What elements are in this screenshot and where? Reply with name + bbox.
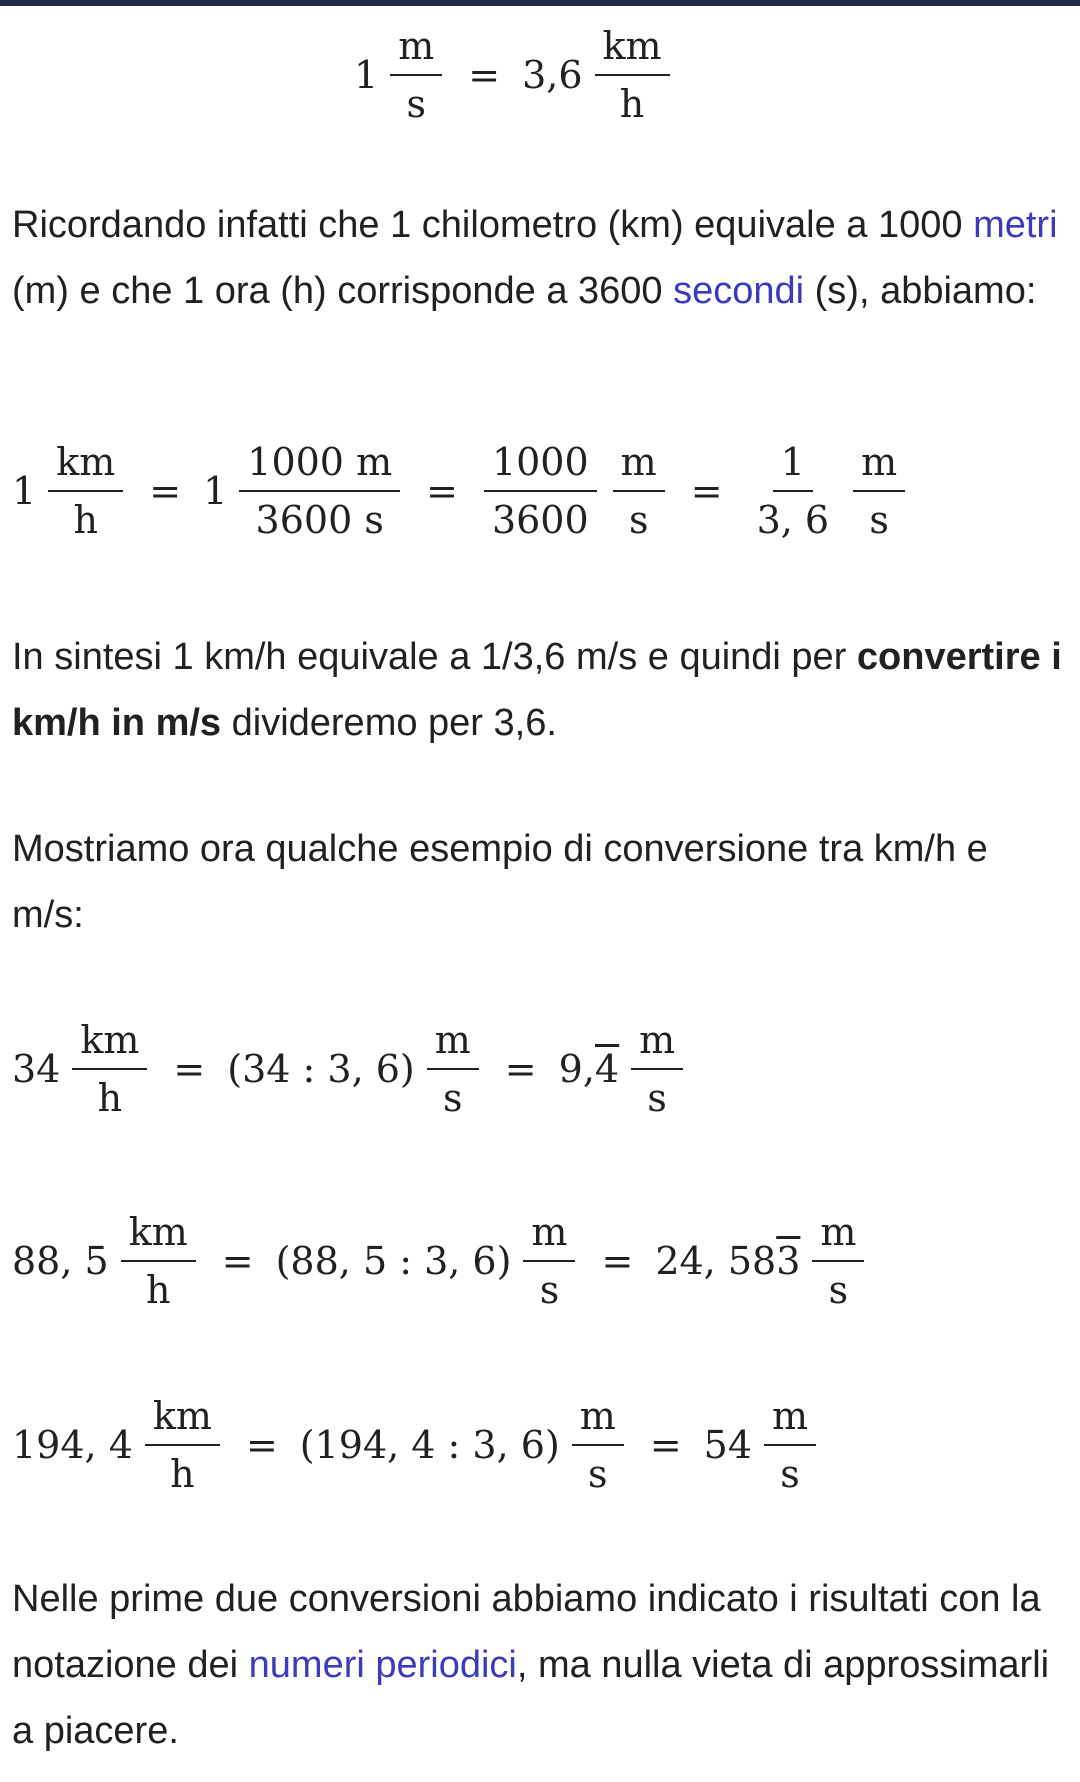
periodic-digit: 4 xyxy=(594,1047,620,1091)
paragraph-explanation: Ricordando infatti che 1 chilometro (km) equivale a 1000 metri (m) e che 1 ora (h) corrisponde a 3600 secondi (s), abbiamo: xyxy=(12,204,1058,312)
paragraph-examples-intro: Mostriamo ora qualche esempio di conversione tra km/h e m/s: xyxy=(12,828,988,936)
paragraph-summary: In sintesi 1 km/h equivale a 1/3,6 m/s e quindi per convertire i km/h in m/s divideremo per 3,6. xyxy=(12,636,1062,744)
top-bar xyxy=(0,0,1080,6)
link-secondi[interactable]: secondi xyxy=(673,270,805,312)
example-conversion-1: 34 $\frac{km}{h}$ = (34 : 3, 6) $\frac{m}{s}$ = 9,4 $\frac{m}{s}$ xyxy=(8,1020,691,1118)
formula-chain-kmh-to-ms: 1 $\frac{km}{h}$ = 1 $\frac{1000 m}{3600 s}$ = $\frac{1000}{3600}$ $\frac{m}{s}$ = $\frac{1}{3, 6}$ $\frac{m}{s}$ xyxy=(8,442,913,540)
paragraph-periodic-note: Nelle prime due conversioni abbiamo indicato i risultati con la notazione dei numeri periodici, ma nulla vieta di approssimarli a piacere. xyxy=(12,1578,1050,1752)
formula-ms-to-kmh: 1 $\frac{m}{s}$ = 3,6 $\frac{km}{h}$ xyxy=(350,26,678,124)
bold-conversion-rule: convertire i km/h in m/s xyxy=(12,636,1062,744)
fraction-m-over-s: $\frac{m}{s}$ xyxy=(390,26,442,124)
fraction-km-over-h: $\frac{km}{h}$ xyxy=(595,26,670,124)
example-conversion-2: 88, 5 $\frac{km}{h}$ = (88, 5 : 3, 6) $\frac{m}{s}$ = 24, 583 $\frac{m}{s}$ xyxy=(8,1212,872,1310)
periodic-digit: 3 xyxy=(776,1239,801,1283)
link-numeri-periodici[interactable]: numeri periodici xyxy=(248,1644,517,1686)
link-metri[interactable]: metri xyxy=(973,204,1058,246)
example-conversion-3: 194, 4 $\frac{km}{h}$ = (194, 4 : 3, 6) $\frac{m}{s}$ = 54 $\frac{m}{s}$ xyxy=(8,1396,824,1494)
